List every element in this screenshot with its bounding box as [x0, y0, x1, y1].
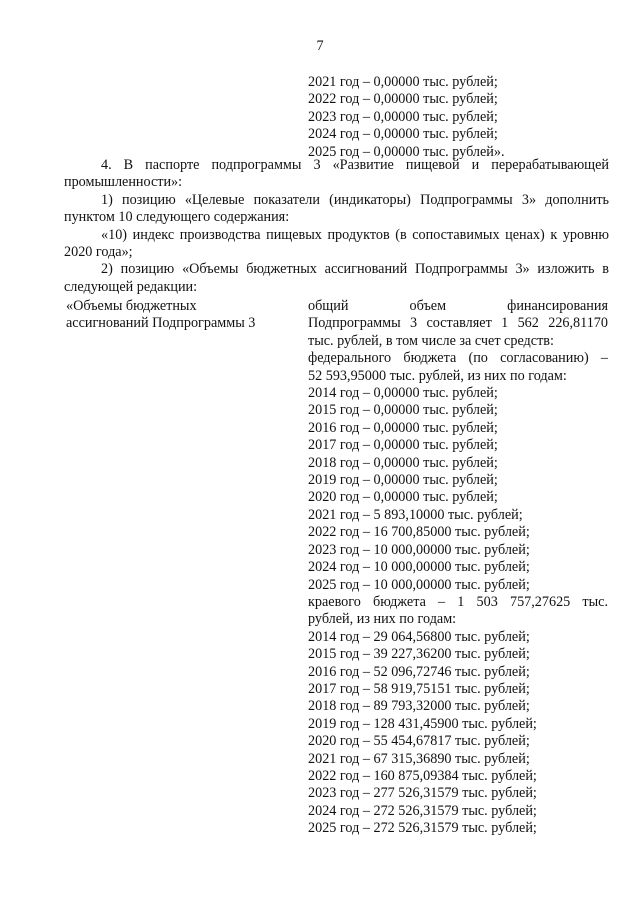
paragraph-indicator-10: «10) индекс производства пищевых продуктов (в сопоставимых ценах) к уровню 2020 года»; — [64, 226, 609, 261]
federal-budget-line: федерального бюджета (по согласованию) – — [308, 350, 608, 367]
federal-year-line: 2022 год – 16 700,85000 тыс. рублей; — [308, 524, 530, 541]
table-left-line: ассигнований Подпрограммы 3 — [66, 315, 256, 332]
funding-intro-tail: тыс. рублей, в том числе за счет средств: — [308, 332, 554, 349]
year-line: 2022 год – 0,00000 тыс. рублей; — [308, 91, 498, 108]
body-paragraphs — [64, 157, 609, 296]
regional-year-line: 2015 год – 39 227,36200 тыс. рублей; — [308, 646, 530, 663]
federal-year-line: 2015 год – 0,00000 тыс. рублей; — [308, 402, 498, 419]
year-line: 2024 год – 0,00000 тыс. рублей; — [308, 126, 498, 143]
funding-intro-line: общий объем финансирования — [308, 298, 608, 314]
regional-year-line: 2020 год – 55 454,67817 тыс. рублей; — [308, 733, 530, 750]
regional-year-line: 2023 год – 277 526,31579 тыс. рублей; — [308, 785, 537, 802]
federal-year-line: 2023 год – 10 000,00000 тыс. рублей; — [308, 541, 530, 558]
year-line: 2023 год – 0,00000 тыс. рублей; — [308, 108, 498, 125]
federal-budget-tail: 52 593,95000 тыс. рублей, из них по годам: — [308, 367, 567, 384]
regional-budget-line: краевого бюджета – 1 503 757,27625 тыс. — [308, 593, 608, 610]
federal-year-line: 2020 год – 0,00000 тыс. рублей; — [308, 489, 498, 506]
year-line: 2025 год – 0,00000 тыс. рублей». — [308, 143, 505, 160]
federal-year-line: 2016 год – 0,00000 тыс. рублей; — [308, 419, 498, 436]
federal-year-line: 2021 год – 5 893,10000 тыс. рублей; — [308, 506, 523, 523]
regional-year-line: 2017 год – 58 919,75151 тыс. рублей; — [308, 680, 530, 697]
paragraph-item-2: 2) позицию «Объемы бюджетных ассигнований Подпрограммы 3» изложить в следующей редакции: — [64, 261, 609, 295]
table-right-cell — [308, 298, 608, 838]
regional-year-line: 2021 год – 67 315,36890 тыс. рублей; — [308, 750, 530, 767]
regional-year-line: 2022 год – 160 875,09384 тыс. рублей; — [308, 767, 537, 784]
regional-year-line: 2024 год – 272 526,31579 тыс. рублей; — [308, 802, 537, 819]
federal-year-line: 2018 год – 0,00000 тыс. рублей; — [308, 454, 498, 471]
table-left-line: «Объемы бюджетных — [66, 298, 197, 314]
regional-year-line: 2025 год – 272 526,31579 тыс. рублей; — [308, 820, 537, 837]
federal-year-line: 2025 год – 10 000,00000 тыс. рублей; — [308, 576, 530, 593]
regional-year-line: 2019 год – 128 431,45900 тыс. рублей; — [308, 715, 537, 732]
paragraph-item-1: 1) позицию «Целевые показатели (индикаторы) Подпрограммы 3» дополнить пунктом 10 следующего содержания: — [64, 191, 609, 226]
top-year-list — [308, 74, 608, 161]
page-number: 7 — [316, 38, 324, 54]
table-left-cell — [66, 298, 296, 333]
year-line: 2021 год – 0,00000 тыс. рублей; — [308, 74, 498, 90]
regional-year-line: 2016 год – 52 096,72746 тыс. рублей; — [308, 663, 530, 680]
federal-year-line: 2017 год – 0,00000 тыс. рублей; — [308, 437, 498, 454]
federal-year-line: 2014 год – 0,00000 тыс. рублей; — [308, 385, 498, 402]
federal-year-line: 2019 год – 0,00000 тыс. рублей; — [308, 472, 498, 489]
regional-year-line: 2014 год – 29 064,56800 тыс. рублей; — [308, 628, 530, 645]
regional-year-line: 2018 год – 89 793,32000 тыс. рублей; — [308, 698, 530, 715]
funding-intro-line: Подпрограммы 3 составляет 1 562 226,81170 — [308, 315, 608, 332]
federal-year-line: 2024 год – 10 000,00000 тыс. рублей; — [308, 559, 530, 576]
regional-budget-tail: рублей, из них по годам: — [308, 611, 457, 628]
paragraph-section-4: 4. В паспорте подпрограммы 3 «Развитие пищевой и перерабатывающей промышленности»: — [64, 157, 609, 191]
